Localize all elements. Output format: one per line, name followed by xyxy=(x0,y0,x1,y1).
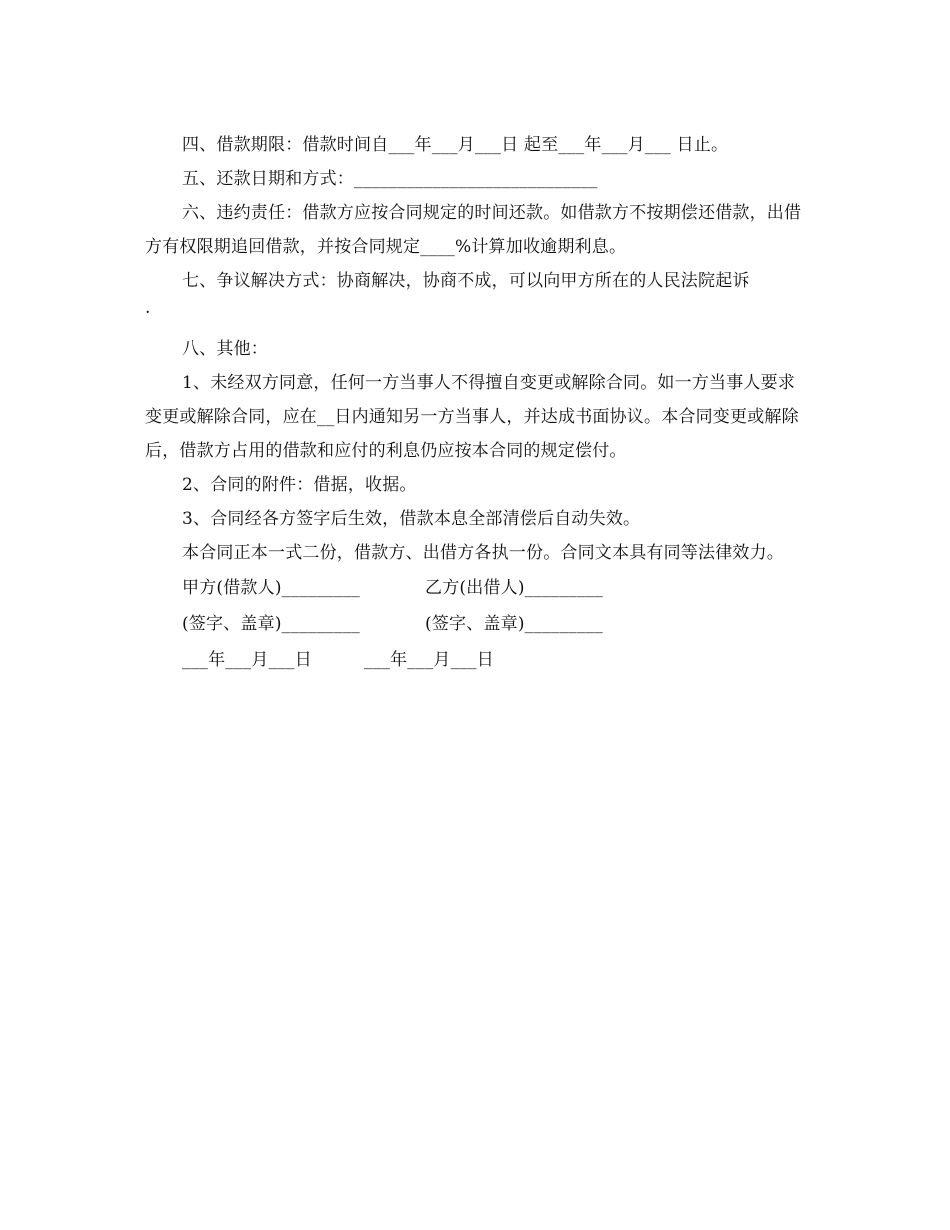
party-b-lender: 乙方(出借人)_________ xyxy=(425,578,603,598)
clause-copies: 本合同正本一式二份，借款方、出借方各执一份。合同文本具有同等法律效力。 xyxy=(182,543,784,563)
clause-dispute-dot: . xyxy=(145,298,151,318)
clause-breach: 六、违约责任：借款方应按合同规定的时间还款。如借款方不按期偿还借款，出借方有权限期追回借款，并按合同规定____%计算加收逾期利息。 xyxy=(145,203,802,257)
contract-body xyxy=(145,128,810,678)
clause-other-heading: 八、其他： xyxy=(182,339,268,359)
clause-repayment: 五、还款日期和方式：____________________________ xyxy=(182,169,598,189)
clause-other-3: 3、合同经各方签字后生效，借款本息全部清偿后自动失效。 xyxy=(182,509,641,529)
party-a-borrower: 甲方(借款人)_________ xyxy=(182,578,360,598)
party-b-date: ___年___月___日 xyxy=(364,650,494,670)
clause-other-2: 2、合同的附件：借据，收据。 xyxy=(182,475,417,495)
clause-loan-term: 四、借款期限：借款时间自___年___月___日 起至___年___月___ 日止。 xyxy=(182,135,729,155)
party-a-signature: (签字、盖章)_________ xyxy=(182,614,360,634)
signature-date-row xyxy=(145,642,810,678)
party-a-date: ___年___月___日 xyxy=(182,650,312,670)
signature-party-row xyxy=(145,570,810,606)
clause-other-1: 1、未经双方同意，任何一方当事人不得擅自变更或解除合同。如一方当事人要求变更或解除合同，应在__日内通知另一方当事人，并达成书面协议。本合同变更或解除后，借款方占用的借款和应付的利息仍应按本合同的规定偿付。 xyxy=(145,373,799,461)
party-b-signature: (签字、盖章)_________ xyxy=(425,614,603,634)
clause-dispute: 七、争议解决方式：协商解决，协商不成，可以向甲方所在的人民法院起诉 xyxy=(182,271,750,291)
signature-seal-row xyxy=(145,606,810,642)
